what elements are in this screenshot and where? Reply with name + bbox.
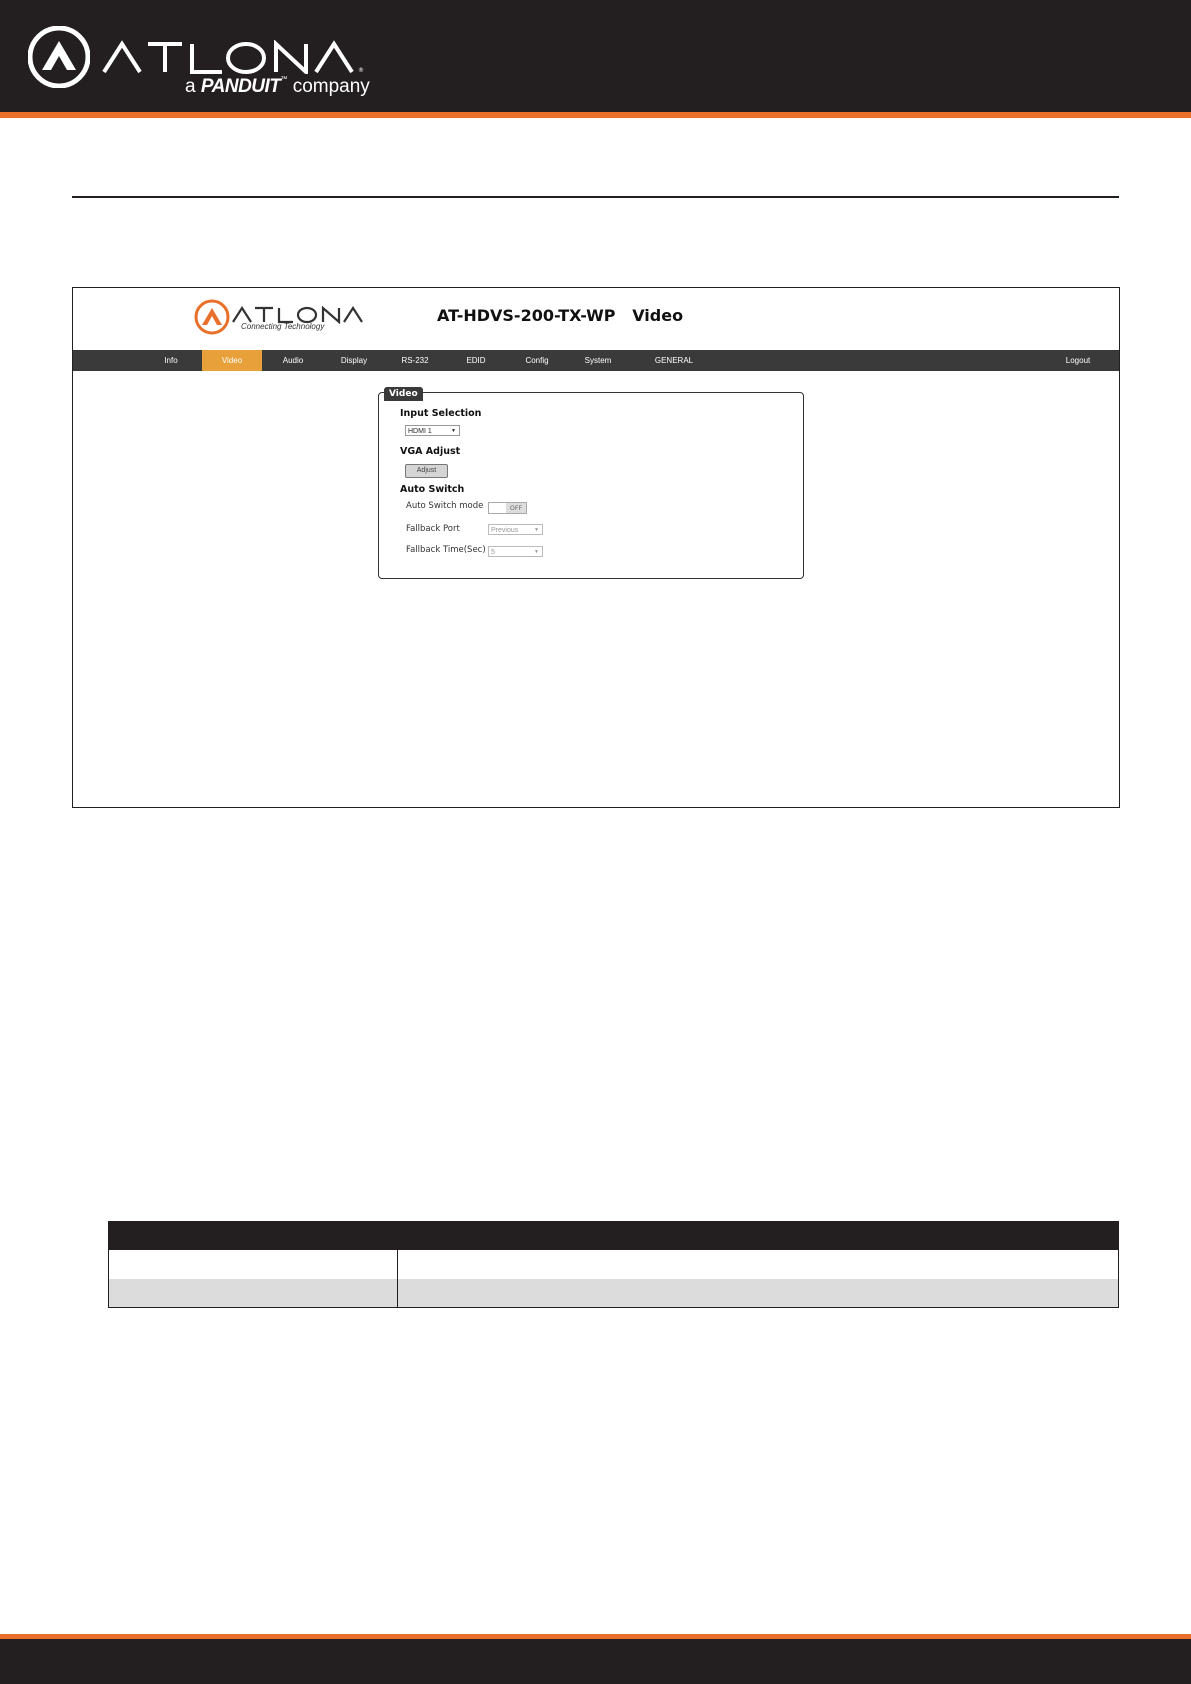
- nav-item-audio[interactable]: Audio: [282, 356, 304, 365]
- brand-tagline: a PANDUIT™ company: [185, 76, 370, 97]
- fallback-time-select[interactable]: [488, 546, 543, 557]
- nav-item-display[interactable]: Display: [340, 356, 368, 365]
- tagline-suffix: company: [292, 76, 370, 97]
- nav-bar: [73, 350, 1119, 371]
- toggle-state: OFF: [506, 503, 526, 513]
- dropdown-arrow-icon: ▼: [534, 527, 539, 533]
- header-rule: [72, 196, 1119, 198]
- svg-text:®: ®: [358, 67, 364, 74]
- panel-tab: Video: [384, 387, 423, 401]
- web-ui-screenshot: [72, 287, 1120, 808]
- table-row: [109, 1279, 1118, 1307]
- table-column-divider: [397, 1222, 398, 1307]
- adjust-button[interactable]: Adjust: [405, 464, 448, 478]
- fallback-time-label: Fallback Time(Sec): [406, 545, 486, 555]
- tagline-prefix: a: [185, 76, 196, 97]
- auto-switch-toggle[interactable]: [488, 502, 527, 514]
- nav-item-video[interactable]: Video: [202, 350, 262, 371]
- fallback-time-value: 5: [491, 549, 495, 556]
- nav-item-config[interactable]: Config: [525, 356, 549, 365]
- nav-item-info[interactable]: Info: [164, 356, 178, 365]
- video-settings-panel: [378, 389, 804, 579]
- nav-item-system[interactable]: System: [584, 356, 612, 365]
- fallback-port-value: Previous: [491, 527, 519, 534]
- vga-adjust-label: VGA Adjust: [400, 446, 461, 457]
- panduit-logo: PANDUIT: [200, 76, 281, 97]
- app-tagline: Connecting Technology: [241, 322, 325, 331]
- header-accent-stripe: [0, 112, 1191, 118]
- dropdown-arrow-icon: ▼: [451, 428, 456, 434]
- auto-switch-label: Auto Switch: [400, 484, 465, 495]
- fallback-port-select[interactable]: [488, 524, 543, 535]
- input-selection-select[interactable]: [405, 425, 460, 436]
- atlona-logo-icon: [28, 26, 90, 88]
- input-selection-label: Input Selection: [400, 408, 482, 419]
- atlona-app-logo-icon: [194, 299, 230, 335]
- fallback-port-label: Fallback Port: [406, 524, 460, 534]
- nav-item-edid[interactable]: EDID: [466, 356, 486, 365]
- nav-item-rs232[interactable]: RS-232: [401, 356, 429, 365]
- input-selection-value: HDMI 1: [408, 428, 432, 435]
- settings-table: [108, 1221, 1119, 1308]
- nav-item-general[interactable]: GENERAL: [654, 356, 694, 365]
- dropdown-arrow-icon: ▼: [534, 549, 539, 555]
- atlona-wordmark: [100, 40, 370, 74]
- document-footer: [0, 1639, 1191, 1684]
- table-header-row: [109, 1222, 1118, 1250]
- auto-switch-mode-label: Auto Switch mode: [406, 501, 484, 511]
- page-title: AT-HDVS-200-TX-WP Video: [437, 306, 684, 325]
- document-header: [0, 0, 1191, 112]
- table-row: [109, 1250, 1118, 1279]
- logout-link[interactable]: Logout: [1065, 356, 1091, 365]
